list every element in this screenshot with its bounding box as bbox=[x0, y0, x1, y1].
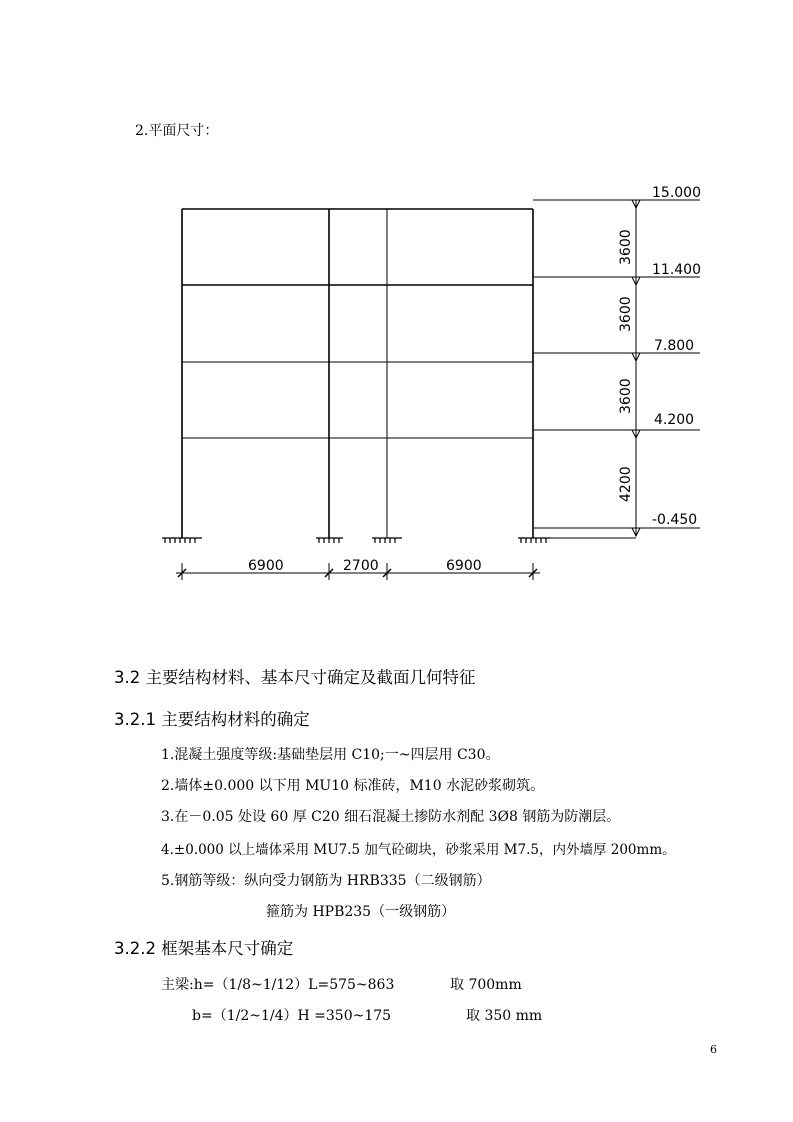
list-item: 3.在－0.05 处设 60 厚 C20 细石混凝土掺防水剂配 3Ø8 钢筋为防潮层。 bbox=[161, 809, 621, 825]
span-label: 6900 bbox=[446, 558, 482, 574]
story-height-label: 4200 bbox=[618, 466, 634, 502]
formula-result: 取 700mm bbox=[450, 977, 522, 993]
page-number: 6 bbox=[710, 1043, 717, 1056]
story-height-label: 3600 bbox=[618, 229, 634, 265]
story-height-label: 3600 bbox=[618, 378, 634, 414]
list-item: 2.墙体±0.000 以下用 MU10 标准砖，M10 水泥砂浆砌筑。 bbox=[161, 778, 545, 794]
fixed-support bbox=[518, 538, 550, 543]
span-label: 6900 bbox=[248, 558, 284, 574]
formula-result: 取 350 mm bbox=[466, 1008, 543, 1024]
span-label: 2700 bbox=[343, 558, 379, 574]
elevation-label: 11.400 bbox=[652, 262, 701, 278]
subsection-heading: 3.2.2 框架基本尺寸确定 bbox=[114, 939, 294, 958]
elevation-label: 4.200 bbox=[654, 412, 695, 428]
fixed-support bbox=[372, 538, 402, 543]
elevation-label: 15.000 bbox=[652, 185, 701, 201]
list-item: 4.±0.000 以上墙体采用 MU7.5 加气砼砌块，砂浆采用 M7.5，内外墙厚 200mm。 bbox=[161, 842, 676, 858]
list-item: 5.钢筋等级：纵向受力钢筋为 HRB335（二级钢筋） bbox=[161, 873, 491, 889]
list-item: 1.混凝土强度等级:基础垫层用 C10;一~四层用 C30。 bbox=[161, 747, 500, 763]
figure-caption: 2.平面尺寸： bbox=[135, 123, 219, 139]
elevation-label: -0.450 bbox=[652, 512, 698, 528]
fixed-support bbox=[316, 538, 343, 543]
elevation-label: 7.800 bbox=[654, 338, 695, 354]
subsection-heading: 3.2.1 主要结构材料的确定 bbox=[114, 710, 310, 729]
formula-text: 主梁:h=（1/8~1/12）L=575~863 bbox=[161, 977, 395, 993]
list-item: 箍筋为 HPB235（一级钢筋） bbox=[266, 904, 456, 920]
story-height-label: 3600 bbox=[618, 296, 634, 332]
fixed-support bbox=[162, 538, 202, 543]
formula-text: b=（1/2~1/4）H =350~175 bbox=[192, 1008, 392, 1024]
section-heading: 3.2 主要结构材料、基本尺寸确定及截面几何特征 bbox=[114, 668, 476, 687]
